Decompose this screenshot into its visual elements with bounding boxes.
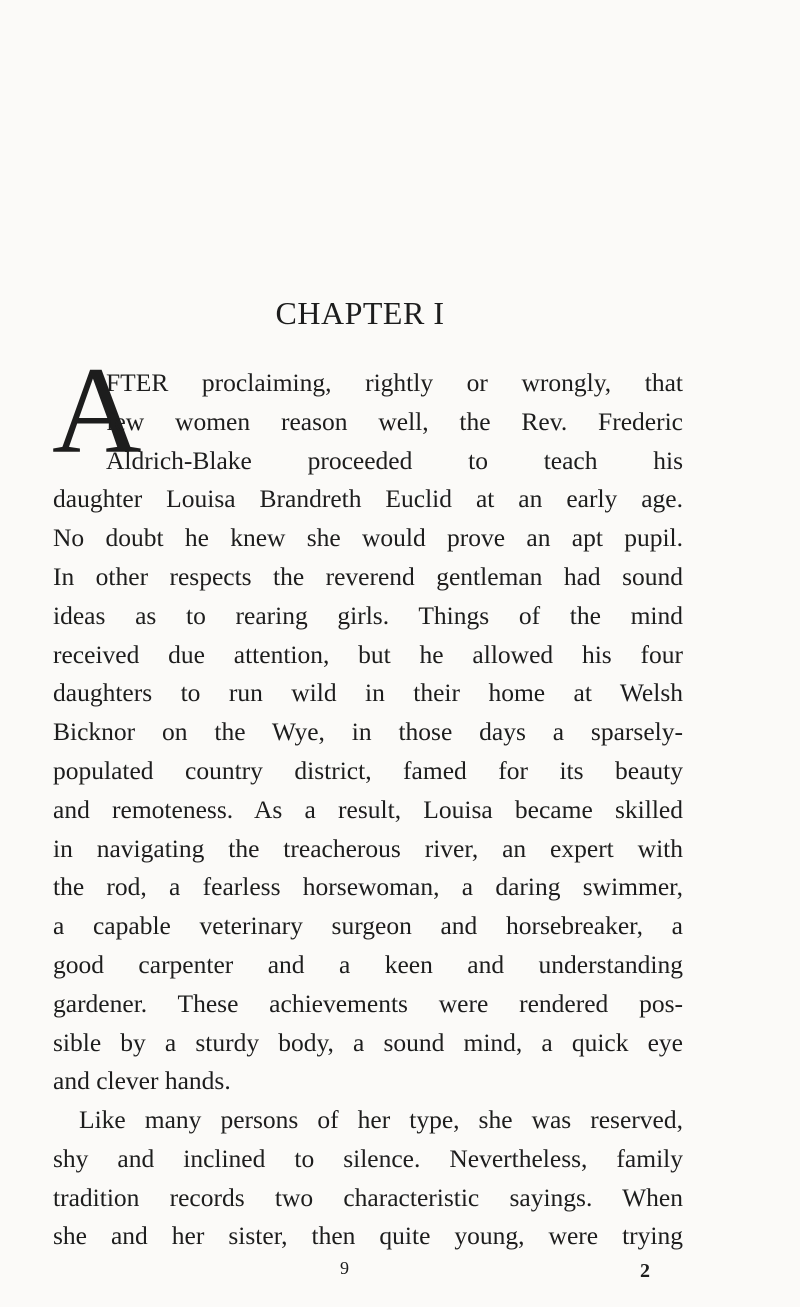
text-line: few women reason well, the Rev. Frederic [106, 406, 683, 436]
text-line: she and her sister, then quite young, were trying [53, 1221, 683, 1251]
text-line: received due attention, but he allowed his four [53, 639, 683, 669]
text-line: daughter Louisa Brandreth Euclid at an early age. [53, 484, 683, 514]
text-line: in navigating the treacherous river, an expert with [53, 833, 683, 863]
paragraph-2 [53, 1101, 683, 1256]
text-line: daughters to run wild in their home at Welsh [53, 678, 683, 708]
text-line: and remoteness. As a result, Louisa became skilled [53, 794, 683, 824]
paragraph-1 [53, 364, 683, 1101]
text-line: In other respects the reverend gentleman had sound [53, 561, 683, 591]
text-line: the rod, a fearless horsewoman, a daring swimmer, [53, 872, 683, 902]
text-line: No doubt he knew she would prove an apt pupil. [53, 523, 683, 553]
text-line: populated country district, famed for its beauty [53, 755, 683, 785]
text-line: shy and inclined to silence. Nevertheless, family [53, 1143, 683, 1173]
signature-mark: 9 [340, 1258, 349, 1278]
text-line: a capable veterinary surgeon and horsebreaker, a [53, 911, 683, 941]
text-line: ideas as to rearing girls. Things of the mind [53, 600, 683, 630]
text-line: Aldrich-Blake proceeded to teach his [106, 445, 683, 475]
page-number: 2 [640, 1260, 650, 1282]
text-line: Bicknor on the Wye, in those days a sparsely- [53, 717, 683, 747]
text-line: FTER proclaiming, rightly or wrongly, that [106, 368, 683, 397]
text-line: tradition records two characteristic sayings. When [53, 1182, 683, 1212]
text-line: sible by a sturdy body, a sound mind, a quick eye [53, 1027, 683, 1057]
text-line: gardener. These achievements were rendered pos- [53, 988, 683, 1018]
text-line: and clever hands. [53, 1066, 231, 1096]
text-line: Like many persons of her type, she was reserved, [79, 1105, 683, 1134]
drop-cap-letter: A [52, 342, 142, 479]
text-line: good carpenter and a keen and understanding [53, 949, 683, 979]
chapter-heading: CHAPTER I [275, 295, 445, 331]
